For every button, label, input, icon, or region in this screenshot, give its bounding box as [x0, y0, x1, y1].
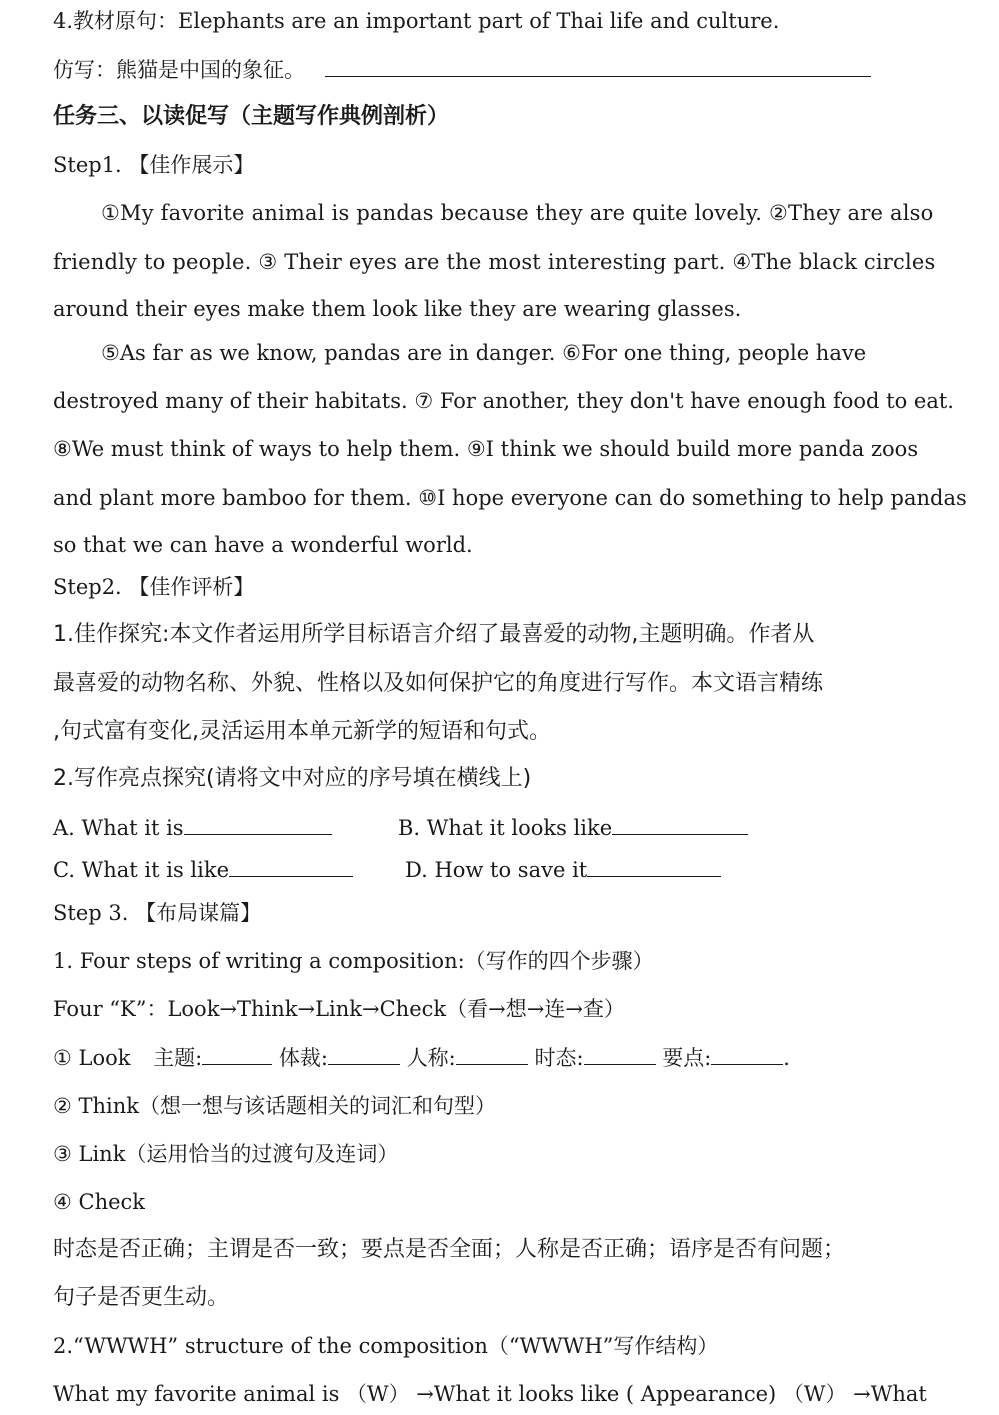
tense-label: 时态: — [534, 1046, 584, 1070]
option-c — [53, 856, 353, 884]
link-line: ③ Link（运用恰当的过渡句及连词） — [53, 1142, 399, 1166]
look-line — [53, 1044, 790, 1072]
four-steps-title: 1. Four steps of writing a composition:（写作的四个步骤） — [53, 949, 654, 973]
wwwh-structure: What my favorite animal is （W） →What it looks like ( Appearance) （W） →What — [53, 1382, 927, 1406]
essay-line: destroyed many of their habitats. ⑦ For another, they don't have enough food to eat. — [53, 389, 954, 413]
four-k-line: Four “K”：Look→Think→Link→Check（看→想→连→查） — [53, 997, 625, 1021]
essay-line: around their eyes make them look like they are wearing glasses. — [53, 297, 742, 321]
tense-blank[interactable] — [584, 1044, 656, 1065]
essay-line: ①My favorite animal is pandas because they are quite lovely. ②They are also — [101, 201, 934, 225]
essay-line: ⑤As far as we know, pandas are in danger. ⑥For one thing, people have — [101, 341, 867, 365]
highlight-question: 2.写作亮点探究(请将文中对应的序号填在横线上) — [53, 766, 532, 791]
points-label: 要点: — [662, 1046, 712, 1070]
step2-heading: Step2. 【佳作评析】 — [53, 575, 255, 599]
essay-line: and plant more bamboo for them. ⑩I hope everyone can do something to help pandas — [53, 486, 967, 510]
checklist-line: 句子是否更生动。 — [53, 1285, 230, 1310]
option-a-label: A. What it is — [53, 816, 184, 840]
option-c-label: C. What it is like — [53, 858, 229, 882]
imitation-label: 仿写：熊猫是中国的象征。 — [53, 58, 305, 82]
genre-blank[interactable] — [328, 1044, 400, 1065]
person-label: 人称: — [406, 1046, 456, 1070]
imitation-prompt — [53, 56, 871, 84]
analysis-line: ,句式富有变化,灵活运用本单元新学的短语和句式。 — [53, 719, 551, 744]
essay-line: friendly to people. ③ Their eyes are the most interesting part. ④The black circles — [53, 250, 936, 274]
option-a-blank[interactable] — [184, 814, 332, 835]
checklist-line: 时态是否正确；主谓是否一致；要点是否全面；人称是否正确；语序是否有问题； — [53, 1237, 846, 1262]
look-label: ① Look — [53, 1046, 131, 1070]
genre-label: 体裁: — [278, 1046, 328, 1070]
option-a — [53, 814, 332, 842]
topic-blank[interactable] — [202, 1044, 272, 1065]
analysis-line: 最喜爱的动物名称、外貌、性格以及如何保护它的角度进行写作。本文语言精练 — [53, 671, 824, 696]
option-d — [405, 856, 721, 884]
original-sentence: 4.教材原句：Elephants are an important part of Thai life and culture. — [53, 9, 780, 33]
option-c-blank[interactable] — [229, 856, 353, 877]
option-b-blank[interactable] — [612, 814, 748, 835]
wwwh-title: 2.“WWWH” structure of the composition（“WWWH”写作结构） — [53, 1334, 719, 1358]
option-d-label: D. How to save it — [405, 858, 588, 882]
step3-heading: Step 3. 【布局谋篇】 — [53, 901, 262, 925]
topic-label: 主题: — [153, 1046, 203, 1070]
task3-title: 任务三、以读促写（主题写作典例剖析） — [53, 103, 450, 129]
essay-line: ⑧We must think of ways to help them. ⑨I think we should build more panda zoos — [53, 437, 919, 461]
option-b — [398, 814, 748, 842]
option-b-label: B. What it looks like — [398, 816, 613, 840]
step1-heading: Step1. 【佳作展示】 — [53, 153, 255, 177]
person-blank[interactable] — [456, 1044, 528, 1065]
look-period: . — [783, 1046, 790, 1070]
analysis-line: 1.佳作探究:本文作者运用所学目标语言介绍了最喜爱的动物,主题明确。作者从 — [53, 622, 815, 647]
imitation-answer-blank[interactable] — [325, 56, 871, 77]
option-d-blank[interactable] — [587, 856, 721, 877]
think-line: ② Think（想一想与该话题相关的词汇和句型） — [53, 1094, 496, 1118]
essay-line: so that we can have a wonderful world. — [53, 533, 473, 557]
points-blank[interactable] — [711, 1044, 783, 1065]
check-line: ④ Check — [53, 1190, 146, 1214]
